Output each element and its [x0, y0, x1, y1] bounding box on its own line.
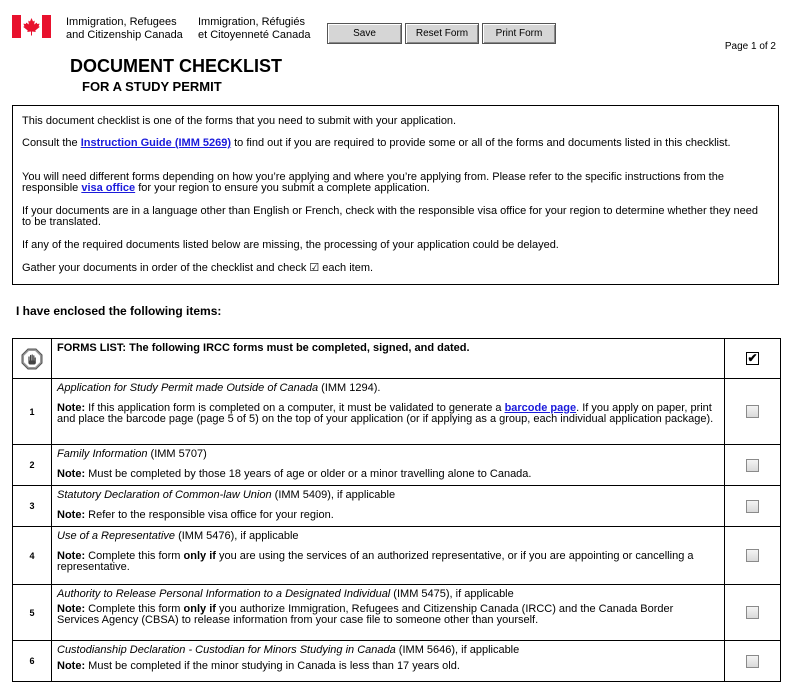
item-title: [57, 589, 718, 600]
canada-flag-icon: [12, 15, 51, 38]
checklist-table: [12, 338, 781, 682]
instructions-p3-text-end: for your region to ensure you submit a complete application.: [135, 181, 430, 194]
item-description: [51, 641, 725, 681]
item-description: [51, 585, 725, 640]
forms-list-row: [13, 339, 780, 379]
item-number: 6: [13, 641, 52, 681]
item-title: [57, 645, 718, 656]
page-indicator: Page 1 of 2: [724, 41, 776, 52]
item-title: [57, 531, 718, 542]
stop-hand-icon: [21, 348, 43, 370]
item-check-cell: [725, 486, 780, 526]
item-title: [57, 383, 718, 394]
item-check-cell: [725, 641, 780, 681]
dept-en-line1: Immigration, Refugees: [66, 16, 177, 28]
document-code: (IMM 5476), if applicable: [175, 530, 299, 542]
item-description: [51, 527, 725, 584]
note-text-end: . If you apply on paper, print and place the barcode page (page 5 of 5) on the top of your application (or if applying as a group, each individual application package).: [57, 402, 714, 425]
note-text: Refer to the responsible visa office for your region.: [85, 509, 334, 521]
item-title: [57, 449, 718, 460]
page-title: DOCUMENT CHECKLIST: [70, 56, 282, 76]
note-label: Note:: [57, 660, 86, 672]
instructions-box: [12, 105, 779, 285]
note-text: Complete this form: [85, 603, 184, 615]
checklist-item-5: [13, 585, 780, 641]
page-subtitle: FOR A STUDY PERMIT: [82, 79, 222, 94]
item-note: [57, 661, 718, 672]
checklist-item-6: [13, 641, 780, 682]
item-description: [51, 445, 725, 485]
item-number: 3: [13, 486, 52, 526]
note-text: Must be completed by those 18 years of age or older or a minor travelling alone to Canada.: [85, 468, 532, 480]
note-label: Note:: [57, 509, 86, 521]
item-description: [51, 379, 725, 444]
instructions-p2-text: Consult the: [22, 137, 81, 149]
note-text: Must be completed if the minor studying in Canada is less than 17 years old.: [85, 660, 460, 672]
item-check-cell: [725, 585, 780, 640]
document-name: Use of a Representative: [57, 530, 176, 542]
instructions-paragraph-1: This document checklist is one of the forms that you need to submit with your application.: [22, 115, 457, 127]
item-5-checkbox[interactable]: [746, 606, 759, 619]
note-text: If this application form is completed on a computer, it must be validated to generate a: [85, 402, 505, 414]
note-label: Note:: [57, 550, 86, 562]
instructions-paragraph-6: Gather your documents in order of the checklist and check ☑ each item.: [22, 262, 374, 274]
instructions-p3-text: You will need different forms depending on how you’re applying and where you’re applying from. Please refer to the specific instructions from the responsible: [22, 171, 724, 194]
print-form-button[interactable]: Print Form: [482, 23, 556, 44]
dept-fr-line2: et Citoyenneté Canada: [198, 29, 311, 41]
item-number: 4: [13, 527, 52, 584]
form-header: [0, 0, 794, 58]
note-emphasis: only if: [183, 550, 216, 562]
note-text: Complete this form: [85, 550, 184, 562]
item-number: 2: [13, 445, 52, 485]
barcode-page-link[interactable]: barcode page: [504, 402, 577, 414]
forms-list-check-cell: [725, 339, 780, 378]
document-name: Family Information: [57, 448, 148, 460]
item-note: [57, 551, 718, 573]
note-label: Note:: [57, 468, 86, 480]
item-note: [57, 604, 718, 626]
document-code: (IMM 5409), if applicable: [271, 489, 396, 501]
instructions-paragraph-5: If any of the required documents listed below are missing, the processing of your application could be delayed.: [22, 239, 559, 251]
note-label: Note:: [57, 402, 86, 414]
item-6-checkbox[interactable]: [746, 655, 759, 668]
enclosed-items-heading: I have enclosed the following items:: [16, 304, 222, 318]
instruction-guide-link[interactable]: Instruction Guide (IMM 5269): [80, 137, 232, 149]
dept-en-line2: and Citizenship Canada: [66, 29, 183, 41]
checklist-item-1: [13, 379, 780, 445]
dept-fr-line1: Immigration, Réfugiés: [198, 16, 305, 28]
instructions-paragraph-3: [22, 172, 770, 193]
item-note: [57, 403, 718, 425]
item-number: 1: [13, 379, 52, 444]
checklist-item-4: [13, 527, 780, 585]
item-note: [57, 469, 718, 480]
item-check-cell: [725, 527, 780, 584]
reset-form-button[interactable]: Reset Form: [405, 23, 479, 44]
save-button[interactable]: Save: [327, 23, 402, 44]
document-name: Authority to Release Personal Information to a Designated Individual: [57, 588, 391, 600]
item-title: [57, 490, 718, 501]
instructions-p2-text-end: to find out if you are required to provide some or all of the forms and documents listed in this checklist.: [231, 137, 731, 149]
item-3-checkbox[interactable]: [746, 500, 759, 513]
checklist-item-2: [13, 445, 780, 486]
forms-list-icon-cell: [13, 339, 52, 378]
document-name: Application for Study Permit made Outside of Canada: [57, 382, 319, 394]
note-label: Note:: [57, 603, 86, 615]
department-name-french: [198, 16, 311, 42]
note-text-end: you authorize Immigration, Refugees and Citizenship Canada (IRCC) and the Canada Border Services Agency (CBSA) to release information from your case file to someone other than yourself.: [57, 603, 674, 626]
item-check-cell: [725, 379, 780, 444]
department-name-english: [66, 16, 183, 42]
item-note: [57, 510, 718, 521]
document-code: (IMM 5646), if applicable: [395, 644, 520, 656]
item-1-checkbox[interactable]: [746, 405, 759, 418]
instructions-paragraph-4: If your documents are in a language other than English or French, check with the responsible visa office for your region to determine whether they need to be translated.: [22, 205, 758, 228]
note-text-end: you are using the services of an authorized representative, or if you are appointing or cancelling a representative.: [57, 550, 694, 573]
item-2-checkbox[interactable]: [746, 459, 759, 472]
document-name: Statutory Declaration of Common-law Union: [57, 489, 272, 501]
item-4-checkbox[interactable]: [746, 549, 759, 562]
note-emphasis: only if: [183, 603, 216, 615]
item-number: 5: [13, 585, 52, 640]
document-code: (IMM 5475), if applicable: [390, 588, 514, 600]
document-name: Custodianship Declaration - Custodian for Minors Studying in Canada: [57, 644, 396, 656]
instructions-paragraph-2: [22, 138, 770, 149]
item-check-cell: [725, 445, 780, 485]
checklist-item-3: [13, 486, 780, 527]
forms-list-checkbox[interactable]: ✔: [747, 351, 758, 365]
item-description: [51, 486, 725, 526]
document-code: (IMM 1294).: [318, 382, 381, 394]
forms-list-heading: FORMS LIST: The following IRCC forms must be completed, signed, and dated.: [51, 339, 725, 378]
visa-office-link[interactable]: visa office: [81, 181, 136, 194]
document-code: (IMM 5707): [147, 448, 207, 460]
